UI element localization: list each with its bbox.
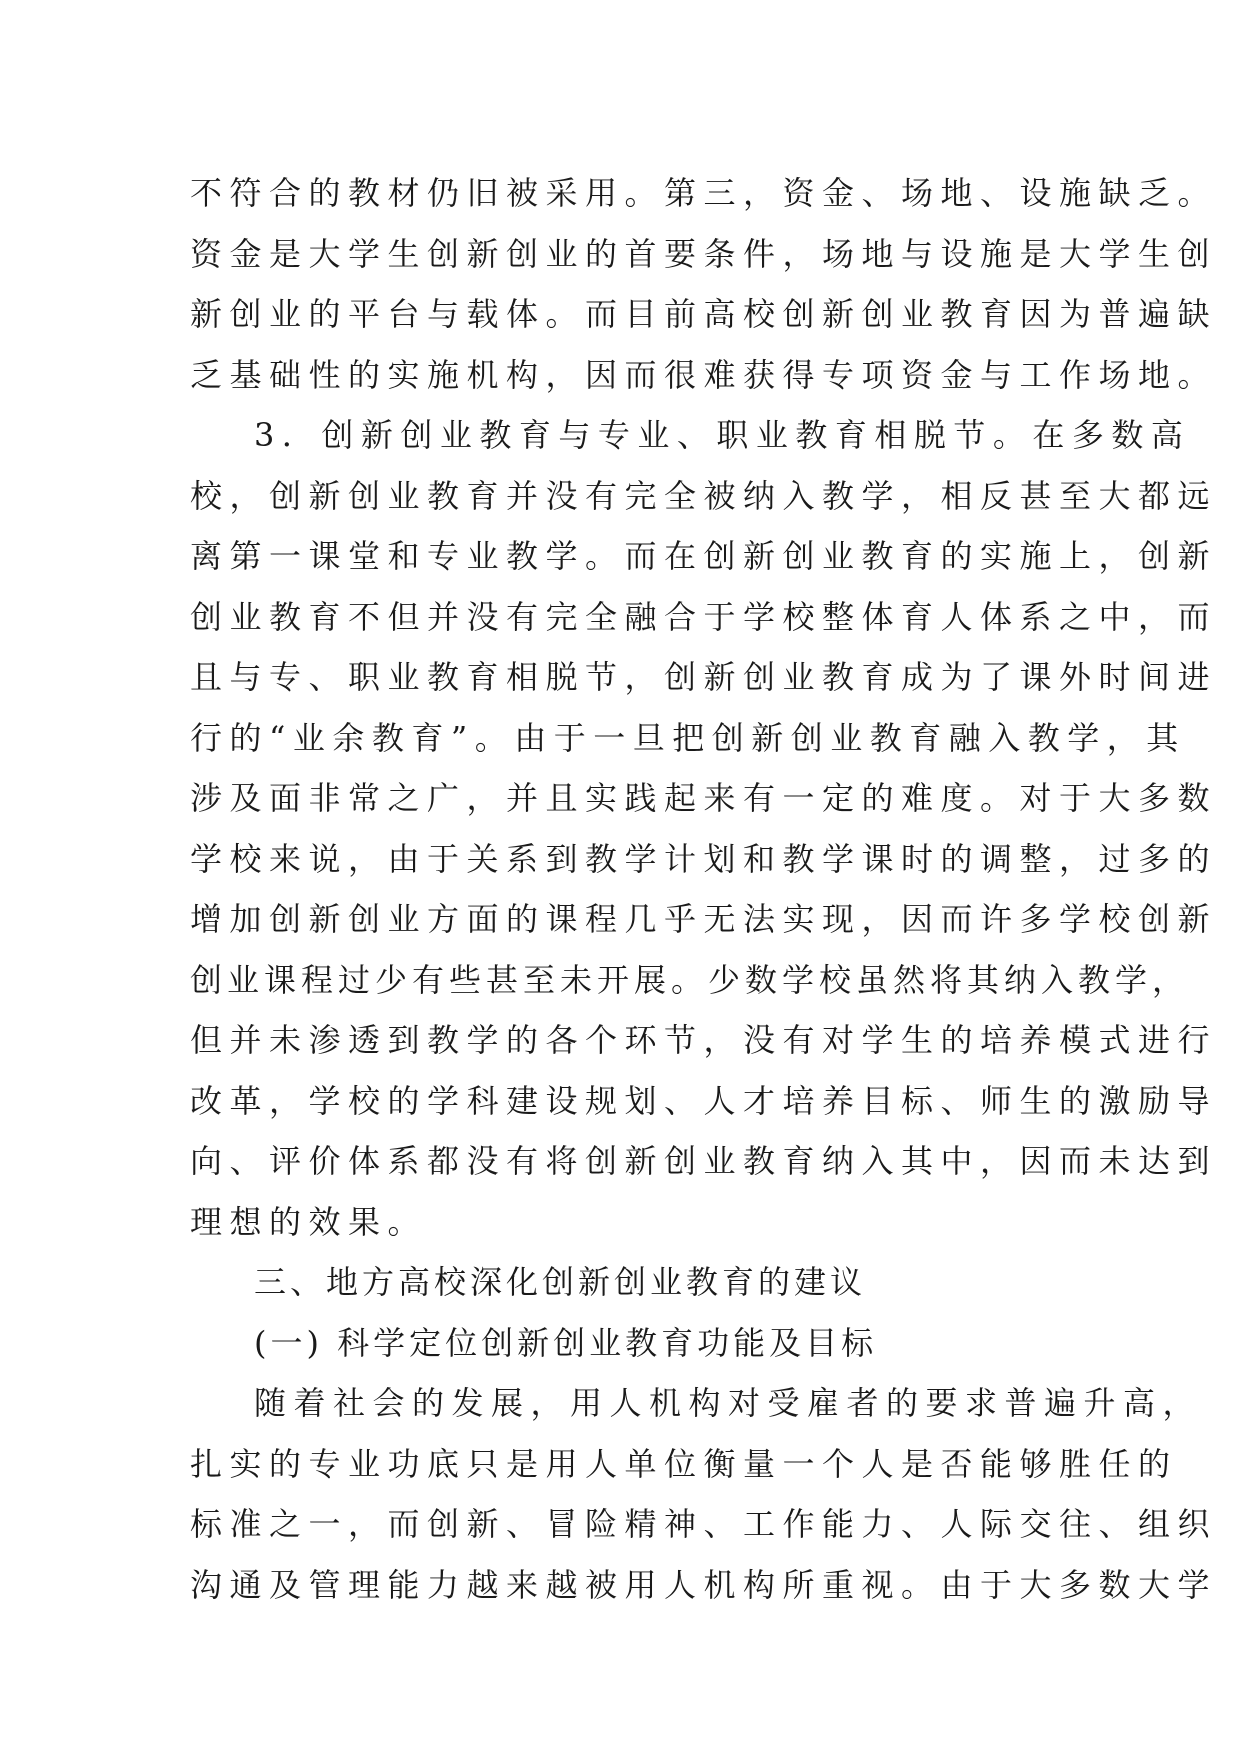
text-line: 行的“业余教育”。由于一旦把创新创业教育融入教学，其: [190, 718, 1186, 757]
text-line: 离第一课堂和专业教学。而在创新创业教育的实施上，创新: [190, 537, 1218, 575]
text-line: 理想的效果。: [190, 1202, 428, 1241]
text-line: 创业课程过少有些甚至未开展。少数学校虽然将其纳入教学，: [190, 960, 1190, 999]
body-text: [190, 163, 1218, 1615]
text-line: 沟通及管理能力越来越被用人机构所重视。由于大多数大学: [190, 1565, 1218, 1604]
text-line: 扎实的专业功底只是用人单位衡量一个人是否能够胜任的: [190, 1444, 1178, 1483]
text-line: 资金是大学生创新创业的首要条件，场地与设施是大学生创: [190, 234, 1218, 273]
text-line: 增加创新创业方面的课程几乎无法实现，因而许多学校创新: [190, 900, 1218, 938]
text-line: 且与专、职业教育相脱节，创新创业教育成为了课外时间进: [190, 658, 1218, 696]
text-line: 标准之一，而创新、冒险精神、工作能力、人际交往、组织: [190, 1505, 1218, 1543]
text-line: 随着社会的发展，用人机构对受雇者的要求普遍升高，: [254, 1384, 1203, 1422]
text-line: 涉及面非常之广，并且实践起来有一定的难度。对于大多数: [190, 779, 1218, 817]
text-line: 改革，学校的学科建设规划、人才培养目标、师生的激励导: [190, 1081, 1218, 1120]
text-line: 不符合的教材仍旧被采用。第三，资金、场地、设施缺乏。: [190, 174, 1218, 212]
section-heading: 三、地方高校深化创新创业教育的建议: [254, 1263, 867, 1301]
text-line: 校，创新创业教育并没有完全被纳入教学，相反甚至大都远: [190, 476, 1218, 515]
text-line: 向、评价体系都没有将创新创业教育纳入其中，因而未达到: [190, 1142, 1218, 1180]
text-line: 3．创新创业教育与专业、职业教育相脱节。在多数高: [254, 416, 1191, 454]
text-line: 创业教育不但并没有完全融合于学校整体育人体系之中，而: [190, 597, 1218, 636]
text-line: 新创业的平台与载体。而目前高校创新创业教育因为普遍缺: [190, 295, 1218, 333]
text-line: 但并未渗透到教学的各个环节，没有对学生的培养模式进行: [190, 1021, 1218, 1059]
text-line: 乏基础性的实施机构，因而很难获得专项资金与工作场地。: [190, 355, 1218, 394]
subsection-heading: (一) 科学定位创新创业教育功能及目标: [254, 1323, 878, 1362]
text-line: 学校来说，由于关系到教学计划和教学课时的调整，过多的: [190, 839, 1218, 878]
